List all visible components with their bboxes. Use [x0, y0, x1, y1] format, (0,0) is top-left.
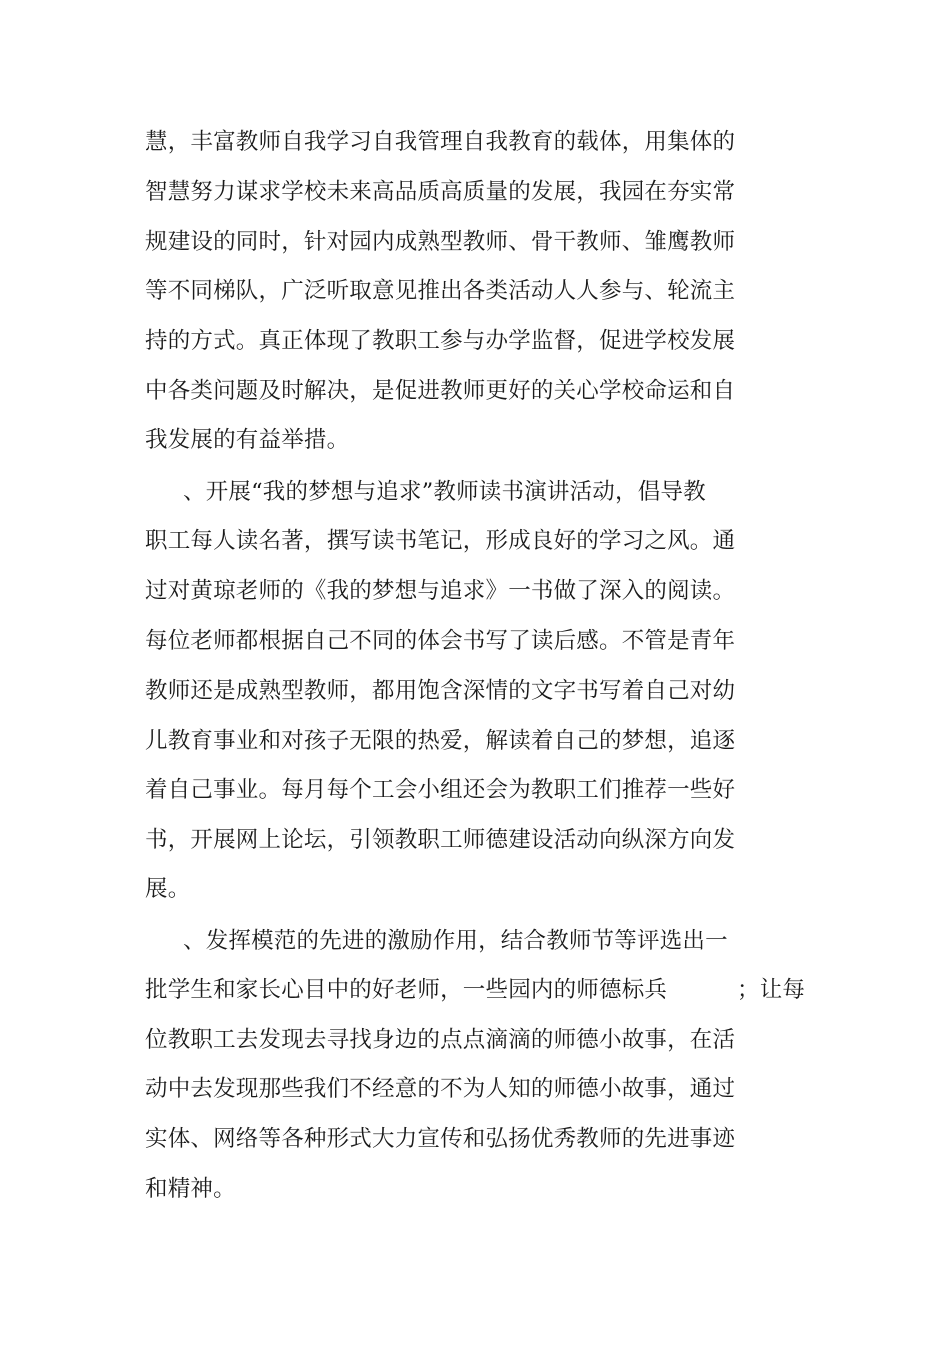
paragraph-1-line-7: 我发展的有益举措。	[145, 427, 350, 453]
paragraph-2-line-7: 着自己事业。每月每个工会小组还会为教职工们推荐一些好	[145, 777, 736, 803]
paragraph-2-line-6: 儿教育事业和对孩子无限的热爱，解读着自己的梦想，追逐	[145, 728, 736, 754]
paragraph-3-line-2: 批学生和家长心目中的好老师，一些园内的师德标兵	[145, 977, 668, 1003]
paragraph-3-line-1: 、发挥模范的先进的激励作用，结合教师节等评选出一	[183, 928, 728, 954]
paragraph-3-line-2-tail: ；让每	[737, 977, 806, 1003]
paragraph-1-line-3: 规建设的同时，针对园内成熟型教师、骨干教师、雏鹰教师	[145, 229, 736, 255]
paragraph-3-line-6: 和精神。	[145, 1176, 236, 1202]
paragraph-1-line-6: 中各类问题及时解决，是促进教师更好的关心学校命运和自	[145, 378, 736, 404]
paragraph-1-line-4: 等不同梯队，广泛听取意见推出各类活动人人参与、轮流主	[145, 278, 736, 304]
paragraph-2-line-8: 书，开展网上论坛，引领教职工师德建设活动向纵深方向发	[145, 827, 736, 853]
paragraph-2-line-2: 职工每人读名著，撰写读书笔记，形成良好的学习之风。通	[145, 528, 736, 554]
paragraph-1-line-2: 智慧努力谋求学校未来高品质高质量的发展，我园在夯实常	[145, 179, 736, 205]
paragraph-1-line-1: 慧，丰富教师自我学习自我管理自我教育的载体，用集体的	[145, 129, 736, 155]
paragraph-2-line-1: 、开展“我的梦想与追求”教师读书演讲活动，倡导教	[183, 479, 706, 505]
paragraph-3-line-4: 动中去发现那些我们不经意的不为人知的师德小故事，通过	[145, 1076, 736, 1102]
paragraph-1-line-5: 持的方式。真正体现了教职工参与办学监督，促进学校发展	[145, 328, 736, 354]
paragraph-2-line-9: 展。	[145, 876, 191, 902]
paragraph-3-line-3: 位教职工去发现去寻找身边的点点滴滴的师德小故事，在活	[145, 1027, 736, 1053]
paragraph-2-line-3: 过对黄琼老师的《我的梦想与追求》一书做了深入的阅读。	[145, 578, 736, 604]
paragraph-2-line-5: 教师还是成熟型教师，都用饱含深情的文字书写着自己对幼	[145, 678, 736, 704]
paragraph-3-line-5: 实体、网络等各种形式大力宣传和弘扬优秀教师的先进事迹	[145, 1126, 736, 1152]
paragraph-2-line-4: 每位老师都根据自己不同的体会书写了读后感。不管是青年	[145, 628, 736, 654]
